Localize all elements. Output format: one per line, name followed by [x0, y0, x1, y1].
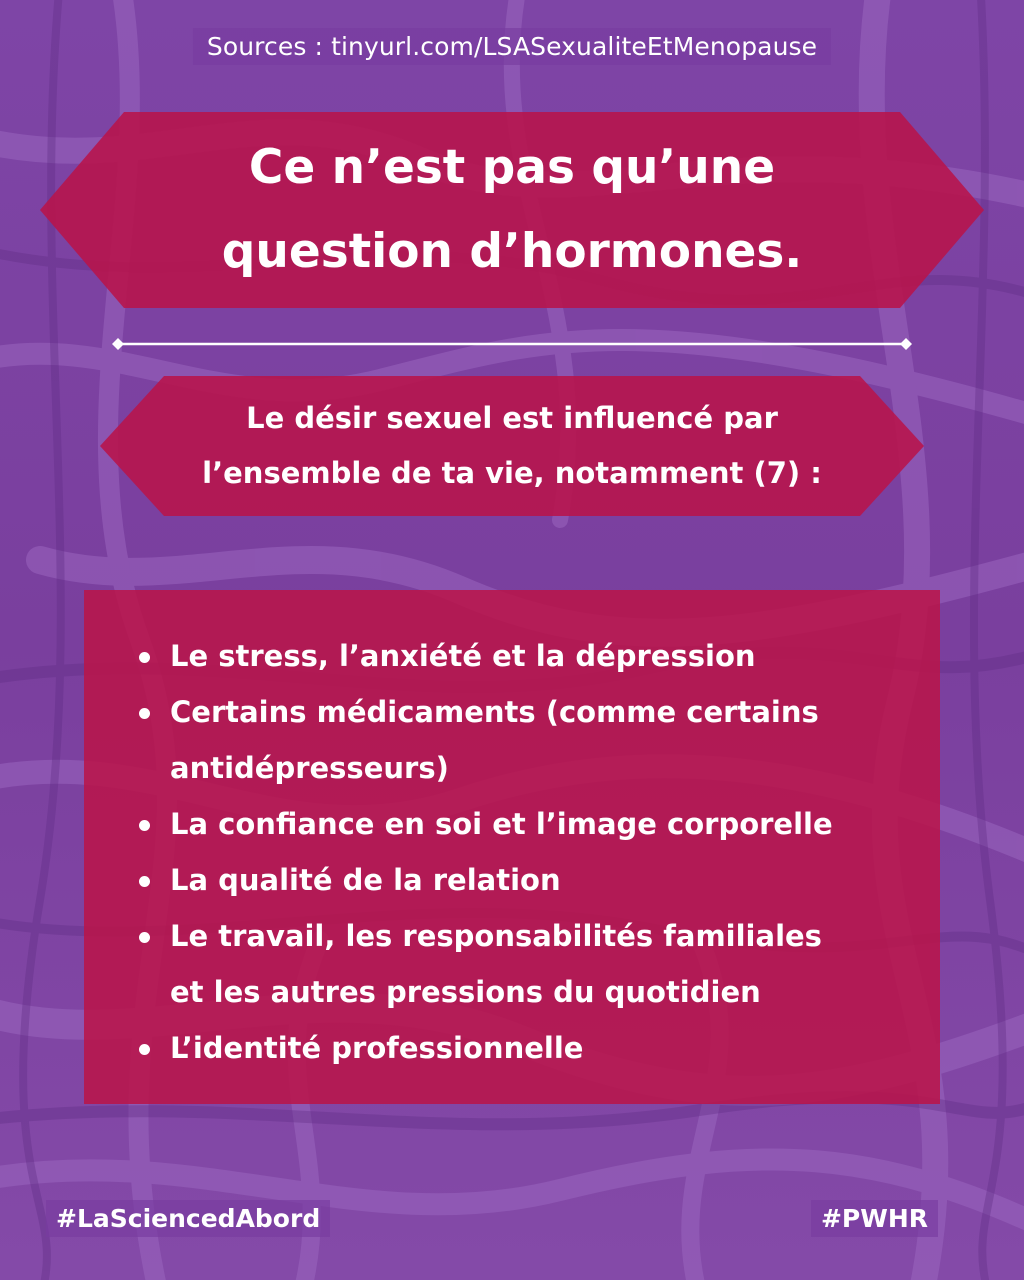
- page-title-line-2: question d’hormones.: [221, 224, 803, 279]
- subtitle-banner: [100, 376, 924, 516]
- list-item: Le stress, l’anxiété et la dépression: [170, 628, 900, 684]
- subtitle-line-1: Le désir sexuel est influencé par: [246, 401, 778, 435]
- subtitle: [100, 376, 924, 516]
- list-item: Le travail, les responsabilités familiales et les autres pressions du quotidien: [170, 908, 900, 1020]
- hashtag-lasciencedabord[interactable]: #LaSciencedAbord: [46, 1200, 330, 1237]
- page-title-line-1: Ce n’est pas qu’une: [248, 140, 776, 195]
- page-title: [40, 112, 984, 308]
- list-item: La qualité de la relation: [170, 852, 900, 908]
- sources-link[interactable]: Sources : tinyurl.com/LSASexualiteEtMenopause: [193, 28, 831, 65]
- list-item: L’identité professionnelle: [170, 1020, 900, 1076]
- list-item: Certains médicaments (comme certains antidépresseurs): [170, 684, 900, 796]
- title-banner: [40, 112, 984, 308]
- factors-box: [84, 590, 940, 1104]
- divider-line: [112, 338, 912, 350]
- list-item: La confiance en soi et l’image corporelle: [170, 796, 900, 852]
- factors-list: [84, 590, 940, 1076]
- hashtag-pwhr[interactable]: #PWHR: [811, 1200, 938, 1237]
- subtitle-line-2: l’ensemble de ta vie, notamment (7) :: [202, 456, 822, 490]
